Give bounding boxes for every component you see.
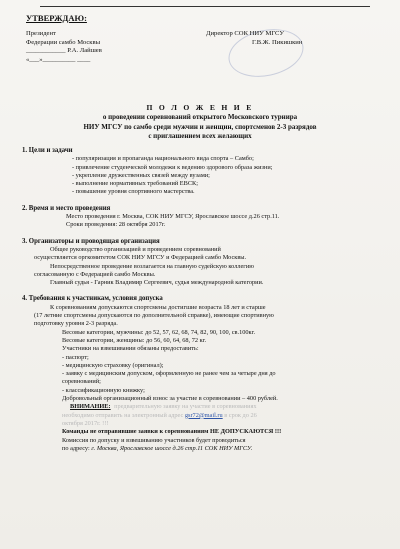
right-name-line: Г.В.Ж. Пикишкин (252, 38, 303, 46)
organizers-p1: Общее руководство организацией и проведением соревнований (50, 245, 221, 253)
event-place: Место проведения г. Москва, СОК НИУ МГСУ, Ярославское шоссе д.26 стр.11. (66, 213, 280, 221)
entry-fee: Добровольный организационный взнос за участие в соревновании – 400 рублей. (62, 395, 278, 403)
weights-men: Весовые категории, мужчины: до 52, 57, 62, 68, 74, 82, 90, 100, св.100кг. (62, 328, 256, 336)
organizers-p2: Непосредственное проведение возлагается на главную судейскую коллегию (50, 262, 254, 270)
weigh-in-requirements: Участники на взвешивании обязаны предоставить: (62, 345, 199, 353)
left-name-line: ____________ Р.А. Лайшев (26, 47, 102, 55)
approve-heading: УТВЕРЖДАЮ: (26, 13, 87, 23)
title-line-3: с приглашением всех желающих (148, 132, 252, 141)
commission-info: Комиссия по допуску и взвешиванию участников будет проводиться (62, 436, 246, 444)
signature-right (206, 30, 302, 47)
admission-line-3: подготовку уровня 2-3 разряда. (34, 320, 118, 328)
section-4-heading: 4. Требования к участникам, условия допуска (22, 295, 163, 303)
attention-lead: ВНИМАНИЕ: (70, 403, 111, 411)
doc-item: - заявку с медицинским допуском, оформленную не ранее чем за четыре дня до (62, 370, 276, 378)
left-role: Президент (26, 30, 56, 37)
commission-address (22, 445, 382, 453)
right-role: Директор СОК НИУ МГСУ (206, 30, 285, 37)
attention-l2-post: в срок до 26 (224, 411, 257, 419)
section-1-heading: 1. Цели и задачи (22, 147, 73, 154)
doc-item: - медицинскую страховку (оригинал); (62, 361, 164, 369)
section-2-heading: 2. Время и место проведения (22, 204, 111, 212)
signature-left (26, 30, 102, 64)
section-3-heading: 3. Организаторы и проводящая организация (22, 237, 160, 245)
title-line-2: НИУ МГСУ по самбо среди мужчин и женщин, спортсменов 2-3 разрядов (83, 122, 317, 131)
organizers-p1-cont: осуществляется оргкомитетом СОК НИУ МГСУ и Федерацией самбо Москвы. (34, 254, 247, 262)
title-heading: П О Л О Ж Е Н И Е (146, 103, 254, 112)
attention-line-3: октября 2017г. !!! (62, 419, 109, 427)
attention-l2-pre: необходимо отправить на электронный адрес (62, 411, 184, 419)
left-org: Федерации самбо Москвы (26, 38, 101, 46)
goal-item: - привлечение студенческой молодежи к ведению здорового образа жизни; (72, 163, 273, 171)
admission-line-2: (17 летние спортсмены допускаются по дополнительной справке), имеющие спортивную (34, 312, 274, 320)
no-admission-warning: Команды не отправившие заявки к соревнованиям НЕ ДОПУСКАЮТСЯ !!! (62, 428, 282, 436)
attention-notice (22, 403, 382, 411)
left-date-line: «___»__________ ____ (26, 55, 91, 63)
weights-women: Весовые категории, женщины: до 56, 60, 64, 68, 72 кг. (62, 336, 207, 344)
document-body (22, 147, 382, 453)
goal-item: - выполнение нормативных требований ЕВСК; (72, 180, 198, 188)
organizers-p2-cont: согласованную с Федерацией самбо Москвы. (34, 270, 156, 278)
doc-item: - паспорт; (62, 353, 89, 361)
title-line-1: о проведении соревнований открытого Московского турнира (102, 113, 298, 121)
document-title (0, 103, 400, 141)
goal-item: - повышение уровня спортивного мастерства. (72, 188, 195, 196)
goal-item: - популяризация и пропаганда национального вида спорта – Самбо; (72, 155, 254, 163)
attention-text: предварительную заявку на участие в соревнованиях (114, 403, 257, 411)
email-link[interactable]: gsr72@mail.ru (184, 411, 223, 419)
address-value: г. Москва, Ярославское шоссе д.26 стр.11 СОК НИУ МГСУ. (91, 444, 253, 452)
attention-line-2 (22, 412, 382, 420)
event-date: Сроки проведения: 28 октября 2017г. (66, 221, 166, 229)
doc-item: - классификационную книжку; (62, 386, 145, 394)
goal-item: - укрепление дружественных связей между вузами; (72, 171, 210, 179)
section-1-bullets (22, 155, 382, 196)
address-prefix: по адресу: (62, 444, 90, 452)
top-rule (40, 6, 370, 7)
admission-line-1: К соревнованиям допускаются спортсмены достигшие возраста 18 лет и старше (50, 303, 266, 311)
chief-judge: Главный судья - Гарник Владимир Сергеевич, судья международной категории. (50, 279, 264, 287)
doc-item: соревнований; (62, 378, 101, 386)
